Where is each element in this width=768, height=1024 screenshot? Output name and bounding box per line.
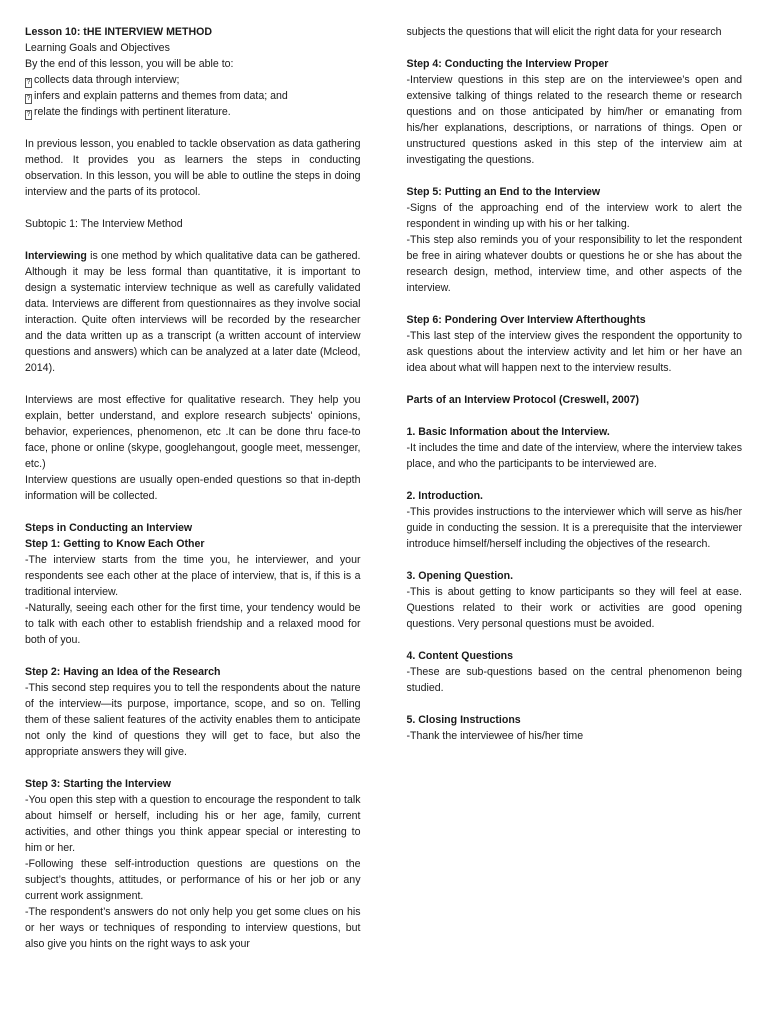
protocol-part-text: -This provides instructions to the interviewer which will serve as his/her guide in conducting the session. It is a prerequisite that the interviewer introduce himself/herself including the objectives of the research.: [406, 506, 742, 550]
step5-text: -This step also reminds you of your responsibility to let the respondent be free in airing whatever doubts or questions he or she has about the research design, method, interview time, and other aspects of the interview.: [406, 234, 742, 294]
continued-text: subjects the questions that will elicit the right data for your research: [406, 26, 722, 38]
goals-intro: By the end of this lesson, you will be able to:: [25, 58, 234, 70]
protocol-part-heading: 5. Closing Instructions: [406, 714, 521, 726]
step2-text: -This second step requires you to tell the respondents about the nature of the interview—its purpose, importance, scope, and so on. Telling them of these salient features of the activity enables them to anticipate not only the kind of questions they will get to face, but also the appropriate answers they will give.: [25, 682, 361, 758]
step6-heading: Step 6: Pondering Over Interview Afterthoughts: [406, 314, 646, 326]
protocol-part-text: -It includes the time and date of the interview, where the interview takes place, and who the participants to be interviewed are.: [406, 442, 742, 470]
step3-text: -The respondent’s answers do not only help you get some clues on his or her ways or techniques of responding to interview questions, but also give you hints on the right ways to ask your: [25, 906, 361, 950]
step6-text: -This last step of the interview gives the respondent the opportunity to ask questions about the interview activity and let him or her have an idea about what will happen next to the interview results.: [406, 330, 742, 374]
protocol-part-text: -Thank the interviewee of his/her time: [406, 730, 584, 742]
steps-heading: Steps in Conducting an Interview: [25, 522, 193, 534]
missing-glyph-icon: ?: [26, 111, 31, 118]
step3-heading: Step 3: Starting the Interview: [25, 778, 171, 790]
goal-item: ? infers and explain patterns and themes from data; and: [26, 90, 288, 102]
step2-heading: Step 2: Having an Idea of the Research: [25, 666, 221, 678]
goals-heading: Learning Goals and Objectives: [25, 42, 170, 54]
intro-paragraph: In previous lesson, you enabled to tackle observation as data gathering method. It provides you as learners the steps in conducting observation. In this lesson, you will be able to outline the steps in doing interview and the parts of its protocol.: [25, 138, 361, 198]
protocol-part-heading: 2. Introduction.: [406, 490, 484, 502]
left-column: [25, 24, 361, 1024]
step4-text: -Interview questions in this step are on the interviewee’s open and extensive talking of things related to the research theme or research questions and on those anticipated by him/her or emanating from his/her explanations, descriptions, or narrations of things. Open or unstructured questions asked in this step of the interview aim at investigating the questions.: [406, 74, 742, 166]
lesson-title: Lesson 10: tHE INTERVIEW METHOD: [25, 26, 212, 38]
step4-heading: Step 4: Conducting the Interview Proper: [406, 58, 609, 70]
step1-text: -The interview starts from the time you, he interviewer, and your respondents see each other at the place of interview, that is, if this is a traditional interview.: [25, 554, 361, 598]
step3-text: -Following these self-introduction questions are questions on the subject’s thoughts, attitudes, or performance of his or her job or any current work assignment.: [25, 858, 361, 902]
missing-glyph-icon: ?: [26, 95, 31, 102]
effective-paragraph: Interviews are most effective for qualitative research. They help you explain, better understand, and explore research subjects' opinions, behavior, experiences, phenomenon, etc .It can be done thru face-to face, phone or online (skype, googlehangout, google meet, messenger, etc.): [25, 394, 361, 470]
subtopic-heading: Subtopic 1: The Interview Method: [25, 218, 183, 230]
step1-text: -Naturally, seeing each other for the first time, your tendency would be to talk with each other to establish friendship and a relaxed mood for both of you.: [25, 602, 361, 646]
goal-item: ? relate the findings with pertinent literature.: [26, 106, 231, 118]
missing-glyph-icon: ?: [26, 79, 31, 86]
goal-item: ? collects data through interview;: [26, 74, 180, 86]
openended-paragraph: Interview questions are usually open-ended questions so that in-depth information will be collected.: [25, 474, 361, 502]
step5-text: -Signs of the approaching end of the interview work to alert the respondent in winding up with his or her talking.: [406, 202, 742, 230]
step3-text: -You open this step with a question to encourage the respondent to talk about himself or herself, including his or her age, family, current activities, and other things you think appear special or interesting to him or her.: [25, 794, 361, 854]
interviewing-term: Interviewing: [25, 250, 87, 262]
protocol-part-heading: 3. Opening Question.: [406, 570, 514, 582]
protocol-part-heading: 4. Content Questions: [406, 650, 514, 662]
protocol-part-heading: 1. Basic Information about the Interview.: [406, 426, 610, 438]
step5-heading: Step 5: Putting an End to the Interview: [406, 186, 601, 198]
protocol-part-text: -These are sub-questions based on the central phenomenon being studied.: [406, 666, 742, 694]
step1-heading: Step 1: Getting to Know Each Other: [25, 538, 205, 550]
protocol-heading: Parts of an Interview Protocol (Creswell, 2007): [406, 394, 640, 406]
right-column: [407, 24, 743, 1024]
protocol-part-text: -This is about getting to know participants so they will feel at ease. Questions related to their work or activities are good opening questions. Very personal questions must be avoided.: [406, 586, 742, 630]
interviewing-paragraph: Interviewing is one method by which qualitative data can be gathered. Although it may be less formal than quantitative, it is important to design a systematic interview technique as well as carefully validated data. Interviews are different from questionnaires as they involve social interaction. Quite often interviews will be recorded by the researcher and the data written up as a transcript (a written account of interview questions and answers) which can be analyzed at a later date (Mcleod, 2014).: [25, 250, 361, 374]
